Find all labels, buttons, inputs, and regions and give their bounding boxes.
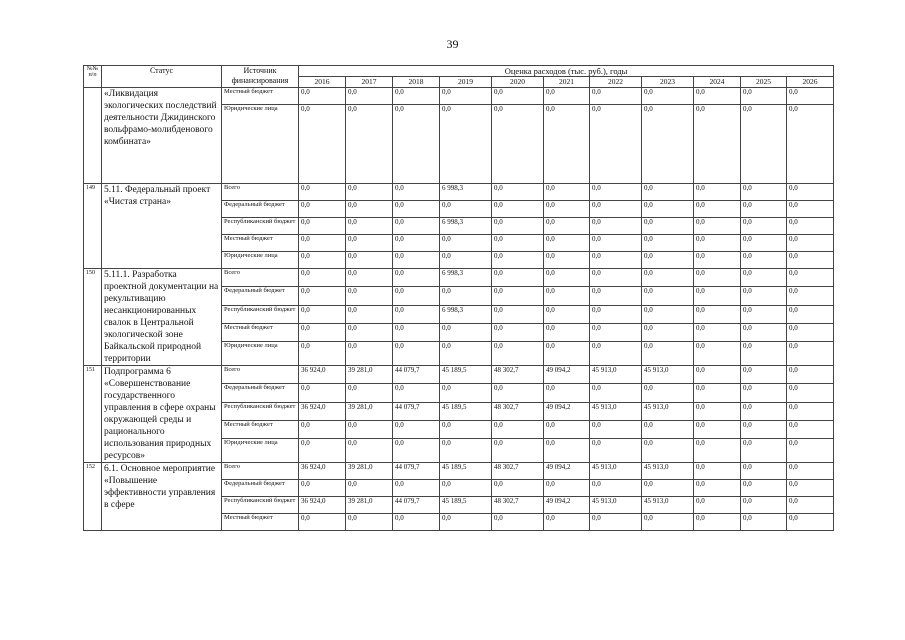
value-cell-2017: 0,0 — [346, 287, 393, 305]
value-cell-2019: 0,0 — [440, 287, 492, 305]
value-cell-2022: 0,0 — [590, 514, 642, 531]
table-row — [84, 463, 834, 480]
value-cell-2024: 0,0 — [694, 105, 741, 184]
row-number: 150 — [84, 269, 102, 366]
table-row — [84, 269, 834, 287]
funding-source-cell: Местный бюджет — [222, 323, 299, 341]
value-cell-2019: 0,0 — [440, 323, 492, 341]
funding-source-cell: Местный бюджет — [222, 88, 299, 105]
value-cell-2022: 0,0 — [590, 480, 642, 497]
value-cell-2025: 0,0 — [741, 305, 787, 323]
value-cell-2024: 0,0 — [694, 439, 741, 463]
table-row — [84, 184, 834, 201]
value-cell-2018: 44 079,7 — [393, 366, 440, 384]
value-cell-2024: 0,0 — [694, 366, 741, 384]
value-cell-2016: 36 924,0 — [299, 366, 346, 384]
value-cell-2021: 0,0 — [544, 218, 590, 235]
value-cell-2024: 0,0 — [694, 201, 741, 218]
value-cell-2024: 0,0 — [694, 184, 741, 201]
value-cell-2021: 0,0 — [544, 323, 590, 341]
value-cell-2020: 0,0 — [492, 218, 544, 235]
value-cell-2026: 0,0 — [787, 184, 834, 201]
value-cell-2017: 0,0 — [346, 218, 393, 235]
value-cell-2021: 0,0 — [544, 384, 590, 402]
value-cell-2017: 0,0 — [346, 252, 393, 269]
value-cell-2024: 0,0 — [694, 218, 741, 235]
funding-source-cell: Местный бюджет — [222, 514, 299, 531]
value-cell-2026: 0,0 — [787, 305, 834, 323]
value-cell-2021: 0,0 — [544, 184, 590, 201]
value-cell-2018: 0,0 — [393, 184, 440, 201]
year-header-2022: 2022 — [590, 77, 642, 88]
funding-source-cell: Всего — [222, 184, 299, 201]
value-cell-2020: 0,0 — [492, 514, 544, 531]
value-cell-2017: 0,0 — [346, 342, 393, 366]
value-cell-2023: 0,0 — [642, 287, 694, 305]
value-cell-2017: 0,0 — [346, 269, 393, 287]
value-cell-2021: 0,0 — [544, 514, 590, 531]
value-cell-2018: 0,0 — [393, 480, 440, 497]
value-cell-2018: 0,0 — [393, 218, 440, 235]
value-cell-2022: 0,0 — [590, 235, 642, 252]
value-cell-2023: 0,0 — [642, 305, 694, 323]
value-cell-2019: 0,0 — [440, 201, 492, 218]
budget-table — [83, 65, 834, 531]
value-cell-2024: 0,0 — [694, 420, 741, 438]
value-cell-2023: 0,0 — [642, 201, 694, 218]
value-cell-2020: 0,0 — [492, 420, 544, 438]
value-cell-2025: 0,0 — [741, 439, 787, 463]
value-cell-2025: 0,0 — [741, 201, 787, 218]
value-cell-2020: 0,0 — [492, 342, 544, 366]
funding-source-cell: Республиканский бюджет — [222, 218, 299, 235]
value-cell-2018: 0,0 — [393, 420, 440, 438]
year-header-2026: 2026 — [787, 77, 834, 88]
value-cell-2016: 0,0 — [299, 323, 346, 341]
value-cell-2016: 0,0 — [299, 88, 346, 105]
value-cell-2025: 0,0 — [741, 384, 787, 402]
value-cell-2019: 6 998,3 — [440, 218, 492, 235]
year-header-2020: 2020 — [492, 77, 544, 88]
value-cell-2026: 0,0 — [787, 323, 834, 341]
header-estimate: Оценка расходов (тыс. руб.), годы — [299, 66, 834, 77]
funding-source-cell: Всего — [222, 366, 299, 384]
value-cell-2017: 0,0 — [346, 235, 393, 252]
funding-source-cell: Республиканский бюджет — [222, 402, 299, 420]
value-cell-2018: 0,0 — [393, 235, 440, 252]
value-cell-2023: 0,0 — [642, 323, 694, 341]
value-cell-2024: 0,0 — [694, 497, 741, 514]
value-cell-2019: 0,0 — [440, 342, 492, 366]
value-cell-2020: 48 302,7 — [492, 463, 544, 480]
year-header-2016: 2016 — [299, 77, 346, 88]
value-cell-2023: 0,0 — [642, 384, 694, 402]
value-cell-2026: 0,0 — [787, 420, 834, 438]
value-cell-2018: 0,0 — [393, 252, 440, 269]
value-cell-2016: 36 924,0 — [299, 402, 346, 420]
value-cell-2022: 0,0 — [590, 269, 642, 287]
value-cell-2017: 39 281,0 — [346, 366, 393, 384]
value-cell-2025: 0,0 — [741, 235, 787, 252]
value-cell-2022: 0,0 — [590, 88, 642, 105]
value-cell-2020: 0,0 — [492, 105, 544, 184]
value-cell-2021: 0,0 — [544, 235, 590, 252]
funding-source-cell: Юридические лица — [222, 342, 299, 366]
value-cell-2024: 0,0 — [694, 402, 741, 420]
value-cell-2023: 0,0 — [642, 342, 694, 366]
value-cell-2025: 0,0 — [741, 480, 787, 497]
value-cell-2017: 0,0 — [346, 480, 393, 497]
value-cell-2017: 0,0 — [346, 384, 393, 402]
value-cell-2023: 45 913,0 — [642, 366, 694, 384]
value-cell-2020: 0,0 — [492, 88, 544, 105]
value-cell-2020: 0,0 — [492, 269, 544, 287]
year-header-2017: 2017 — [346, 77, 393, 88]
value-cell-2024: 0,0 — [694, 463, 741, 480]
value-cell-2024: 0,0 — [694, 305, 741, 323]
funding-source-cell: Федеральный бюджет — [222, 480, 299, 497]
value-cell-2019: 0,0 — [440, 252, 492, 269]
status-cell: 6.1. Основное мероприятие «Повышение эффективности управления в сфере — [102, 463, 222, 531]
value-cell-2016: 0,0 — [299, 480, 346, 497]
value-cell-2025: 0,0 — [741, 287, 787, 305]
value-cell-2019: 45 189,5 — [440, 497, 492, 514]
funding-source-cell: Федеральный бюджет — [222, 201, 299, 218]
value-cell-2025: 0,0 — [741, 252, 787, 269]
value-cell-2017: 39 281,0 — [346, 463, 393, 480]
value-cell-2024: 0,0 — [694, 88, 741, 105]
funding-source-cell: Местный бюджет — [222, 420, 299, 438]
table-body — [84, 88, 834, 531]
value-cell-2017: 0,0 — [346, 201, 393, 218]
value-cell-2018: 0,0 — [393, 439, 440, 463]
value-cell-2024: 0,0 — [694, 287, 741, 305]
value-cell-2020: 0,0 — [492, 305, 544, 323]
value-cell-2020: 0,0 — [492, 439, 544, 463]
value-cell-2025: 0,0 — [741, 514, 787, 531]
value-cell-2017: 0,0 — [346, 420, 393, 438]
value-cell-2026: 0,0 — [787, 287, 834, 305]
value-cell-2026: 0,0 — [787, 480, 834, 497]
value-cell-2020: 0,0 — [492, 323, 544, 341]
value-cell-2016: 0,0 — [299, 201, 346, 218]
value-cell-2018: 44 079,7 — [393, 463, 440, 480]
value-cell-2019: 0,0 — [440, 88, 492, 105]
value-cell-2017: 0,0 — [346, 439, 393, 463]
value-cell-2022: 0,0 — [590, 252, 642, 269]
value-cell-2018: 0,0 — [393, 269, 440, 287]
value-cell-2018: 44 079,7 — [393, 402, 440, 420]
value-cell-2021: 49 094,2 — [544, 497, 590, 514]
value-cell-2021: 0,0 — [544, 269, 590, 287]
header-source: Источник финансирования — [222, 66, 299, 88]
value-cell-2019: 45 189,5 — [440, 366, 492, 384]
value-cell-2023: 0,0 — [642, 514, 694, 531]
value-cell-2024: 0,0 — [694, 235, 741, 252]
value-cell-2018: 0,0 — [393, 88, 440, 105]
value-cell-2018: 0,0 — [393, 323, 440, 341]
value-cell-2016: 36 924,0 — [299, 497, 346, 514]
funding-source-cell: Всего — [222, 269, 299, 287]
value-cell-2021: 0,0 — [544, 420, 590, 438]
value-cell-2017: 39 281,0 — [346, 497, 393, 514]
value-cell-2018: 0,0 — [393, 514, 440, 531]
value-cell-2026: 0,0 — [787, 402, 834, 420]
value-cell-2023: 0,0 — [642, 420, 694, 438]
value-cell-2020: 0,0 — [492, 287, 544, 305]
value-cell-2020: 48 302,7 — [492, 366, 544, 384]
value-cell-2023: 0,0 — [642, 218, 694, 235]
value-cell-2019: 0,0 — [440, 105, 492, 184]
value-cell-2016: 0,0 — [299, 514, 346, 531]
value-cell-2022: 45 913,0 — [590, 366, 642, 384]
header-no: №№ п/п — [84, 66, 102, 88]
value-cell-2021: 0,0 — [544, 439, 590, 463]
value-cell-2016: 36 924,0 — [299, 463, 346, 480]
value-cell-2026: 0,0 — [787, 252, 834, 269]
year-header-2021: 2021 — [544, 77, 590, 88]
value-cell-2019: 45 189,5 — [440, 402, 492, 420]
value-cell-2023: 0,0 — [642, 269, 694, 287]
year-header-2018: 2018 — [393, 77, 440, 88]
value-cell-2023: 0,0 — [642, 235, 694, 252]
row-number — [84, 88, 102, 184]
value-cell-2017: 39 281,0 — [346, 402, 393, 420]
value-cell-2025: 0,0 — [741, 497, 787, 514]
value-cell-2020: 0,0 — [492, 201, 544, 218]
value-cell-2021: 0,0 — [544, 342, 590, 366]
value-cell-2022: 0,0 — [590, 105, 642, 184]
year-header-2023: 2023 — [642, 77, 694, 88]
funding-source-cell: Всего — [222, 463, 299, 480]
value-cell-2025: 0,0 — [741, 342, 787, 366]
value-cell-2026: 0,0 — [787, 463, 834, 480]
value-cell-2018: 0,0 — [393, 305, 440, 323]
value-cell-2016: 0,0 — [299, 420, 346, 438]
row-number: 152 — [84, 463, 102, 531]
value-cell-2026: 0,0 — [787, 201, 834, 218]
value-cell-2024: 0,0 — [694, 480, 741, 497]
value-cell-2023: 0,0 — [642, 439, 694, 463]
value-cell-2026: 0,0 — [787, 514, 834, 531]
value-cell-2016: 0,0 — [299, 252, 346, 269]
value-cell-2022: 45 913,0 — [590, 497, 642, 514]
value-cell-2021: 0,0 — [544, 252, 590, 269]
value-cell-2017: 0,0 — [346, 514, 393, 531]
value-cell-2022: 0,0 — [590, 184, 642, 201]
value-cell-2024: 0,0 — [694, 252, 741, 269]
status-cell: 5.11.1. Разработка проектной документации на рекультивацию несанкционированных свалок в Центральной экологической зоне Байкальской природной территории — [102, 269, 222, 366]
funding-source-cell: Местный бюджет — [222, 235, 299, 252]
value-cell-2020: 0,0 — [492, 384, 544, 402]
year-header-2025: 2025 — [741, 77, 787, 88]
value-cell-2017: 0,0 — [346, 184, 393, 201]
value-cell-2020: 0,0 — [492, 252, 544, 269]
value-cell-2022: 45 913,0 — [590, 402, 642, 420]
value-cell-2025: 0,0 — [741, 105, 787, 184]
year-header-2024: 2024 — [694, 77, 741, 88]
value-cell-2019: 0,0 — [440, 420, 492, 438]
value-cell-2026: 0,0 — [787, 439, 834, 463]
value-cell-2026: 0,0 — [787, 218, 834, 235]
status-cell: Подпрограмма 6 «Совершенствование государственного управления в сфере охраны окружающей среды и рационального использования природных ресурсов» — [102, 366, 222, 463]
value-cell-2018: 0,0 — [393, 201, 440, 218]
value-cell-2022: 0,0 — [590, 323, 642, 341]
value-cell-2018: 0,0 — [393, 384, 440, 402]
value-cell-2025: 0,0 — [741, 269, 787, 287]
value-cell-2016: 0,0 — [299, 269, 346, 287]
value-cell-2020: 48 302,7 — [492, 402, 544, 420]
value-cell-2025: 0,0 — [741, 402, 787, 420]
value-cell-2025: 0,0 — [741, 88, 787, 105]
value-cell-2020: 0,0 — [492, 480, 544, 497]
value-cell-2025: 0,0 — [741, 184, 787, 201]
value-cell-2016: 0,0 — [299, 287, 346, 305]
value-cell-2022: 0,0 — [590, 439, 642, 463]
funding-source-cell: Юридические лица — [222, 252, 299, 269]
value-cell-2021: 0,0 — [544, 287, 590, 305]
value-cell-2021: 0,0 — [544, 305, 590, 323]
value-cell-2022: 0,0 — [590, 201, 642, 218]
value-cell-2025: 0,0 — [741, 366, 787, 384]
value-cell-2016: 0,0 — [299, 218, 346, 235]
value-cell-2026: 0,0 — [787, 269, 834, 287]
value-cell-2026: 0,0 — [787, 497, 834, 514]
status-cell: 5.11. Федеральный проект «Чистая страна» — [102, 184, 222, 269]
value-cell-2026: 0,0 — [787, 235, 834, 252]
value-cell-2019: 45 189,5 — [440, 463, 492, 480]
value-cell-2019: 0,0 — [440, 480, 492, 497]
value-cell-2020: 48 302,7 — [492, 497, 544, 514]
value-cell-2019: 0,0 — [440, 235, 492, 252]
value-cell-2019: 6 998,3 — [440, 269, 492, 287]
value-cell-2023: 45 913,0 — [642, 497, 694, 514]
value-cell-2018: 0,0 — [393, 342, 440, 366]
value-cell-2023: 0,0 — [642, 480, 694, 497]
value-cell-2018: 0,0 — [393, 105, 440, 184]
value-cell-2021: 0,0 — [544, 201, 590, 218]
value-cell-2025: 0,0 — [741, 463, 787, 480]
value-cell-2025: 0,0 — [741, 323, 787, 341]
value-cell-2022: 45 913,0 — [590, 463, 642, 480]
value-cell-2023: 45 913,0 — [642, 463, 694, 480]
value-cell-2023: 45 913,0 — [642, 402, 694, 420]
value-cell-2022: 0,0 — [590, 342, 642, 366]
value-cell-2016: 0,0 — [299, 184, 346, 201]
value-cell-2023: 0,0 — [642, 105, 694, 184]
value-cell-2024: 0,0 — [694, 342, 741, 366]
value-cell-2017: 0,0 — [346, 105, 393, 184]
value-cell-2017: 0,0 — [346, 323, 393, 341]
value-cell-2024: 0,0 — [694, 384, 741, 402]
funding-source-cell: Федеральный бюджет — [222, 384, 299, 402]
value-cell-2016: 0,0 — [299, 342, 346, 366]
value-cell-2024: 0,0 — [694, 323, 741, 341]
page-number: 39 — [446, 37, 459, 51]
value-cell-2024: 0,0 — [694, 514, 741, 531]
value-cell-2026: 0,0 — [787, 366, 834, 384]
value-cell-2019: 0,0 — [440, 514, 492, 531]
value-cell-2023: 0,0 — [642, 252, 694, 269]
value-cell-2025: 0,0 — [741, 218, 787, 235]
value-cell-2019: 6 998,3 — [440, 184, 492, 201]
value-cell-2022: 0,0 — [590, 218, 642, 235]
value-cell-2021: 0,0 — [544, 105, 590, 184]
value-cell-2024: 0,0 — [694, 269, 741, 287]
status-cell: «Ликвидация экологических последствий деятельности Джидинского вольфрамо-молибденового комбината» — [102, 88, 222, 184]
value-cell-2021: 0,0 — [544, 88, 590, 105]
value-cell-2016: 0,0 — [299, 305, 346, 323]
funding-source-cell: Республиканский бюджет — [222, 497, 299, 514]
value-cell-2026: 0,0 — [787, 384, 834, 402]
row-number: 149 — [84, 184, 102, 269]
value-cell-2023: 0,0 — [642, 184, 694, 201]
value-cell-2022: 0,0 — [590, 420, 642, 438]
value-cell-2026: 0,0 — [787, 88, 834, 105]
value-cell-2021: 49 094,2 — [544, 463, 590, 480]
value-cell-2016: 0,0 — [299, 105, 346, 184]
table-row — [84, 88, 834, 105]
funding-source-cell: Юридические лица — [222, 105, 299, 184]
row-number: 151 — [84, 366, 102, 463]
value-cell-2022: 0,0 — [590, 305, 642, 323]
value-cell-2019: 0,0 — [440, 384, 492, 402]
value-cell-2020: 0,0 — [492, 235, 544, 252]
value-cell-2017: 0,0 — [346, 88, 393, 105]
value-cell-2025: 0,0 — [741, 420, 787, 438]
value-cell-2021: 0,0 — [544, 480, 590, 497]
table-row — [84, 366, 834, 384]
value-cell-2026: 0,0 — [787, 342, 834, 366]
value-cell-2019: 6 998,3 — [440, 305, 492, 323]
value-cell-2022: 0,0 — [590, 287, 642, 305]
value-cell-2021: 49 094,2 — [544, 402, 590, 420]
value-cell-2022: 0,0 — [590, 384, 642, 402]
value-cell-2018: 0,0 — [393, 287, 440, 305]
funding-source-cell: Федеральный бюджет — [222, 287, 299, 305]
value-cell-2021: 49 094,2 — [544, 366, 590, 384]
year-header-2019: 2019 — [440, 77, 492, 88]
value-cell-2016: 0,0 — [299, 235, 346, 252]
funding-source-cell: Юридические лица — [222, 439, 299, 463]
header-status: Статус — [102, 66, 222, 88]
value-cell-2023: 0,0 — [642, 88, 694, 105]
value-cell-2016: 0,0 — [299, 384, 346, 402]
value-cell-2018: 44 079,7 — [393, 497, 440, 514]
value-cell-2026: 0,0 — [787, 105, 834, 184]
value-cell-2017: 0,0 — [346, 305, 393, 323]
value-cell-2019: 0,0 — [440, 439, 492, 463]
value-cell-2016: 0,0 — [299, 439, 346, 463]
value-cell-2020: 0,0 — [492, 184, 544, 201]
funding-source-cell: Республиканский бюджет — [222, 305, 299, 323]
